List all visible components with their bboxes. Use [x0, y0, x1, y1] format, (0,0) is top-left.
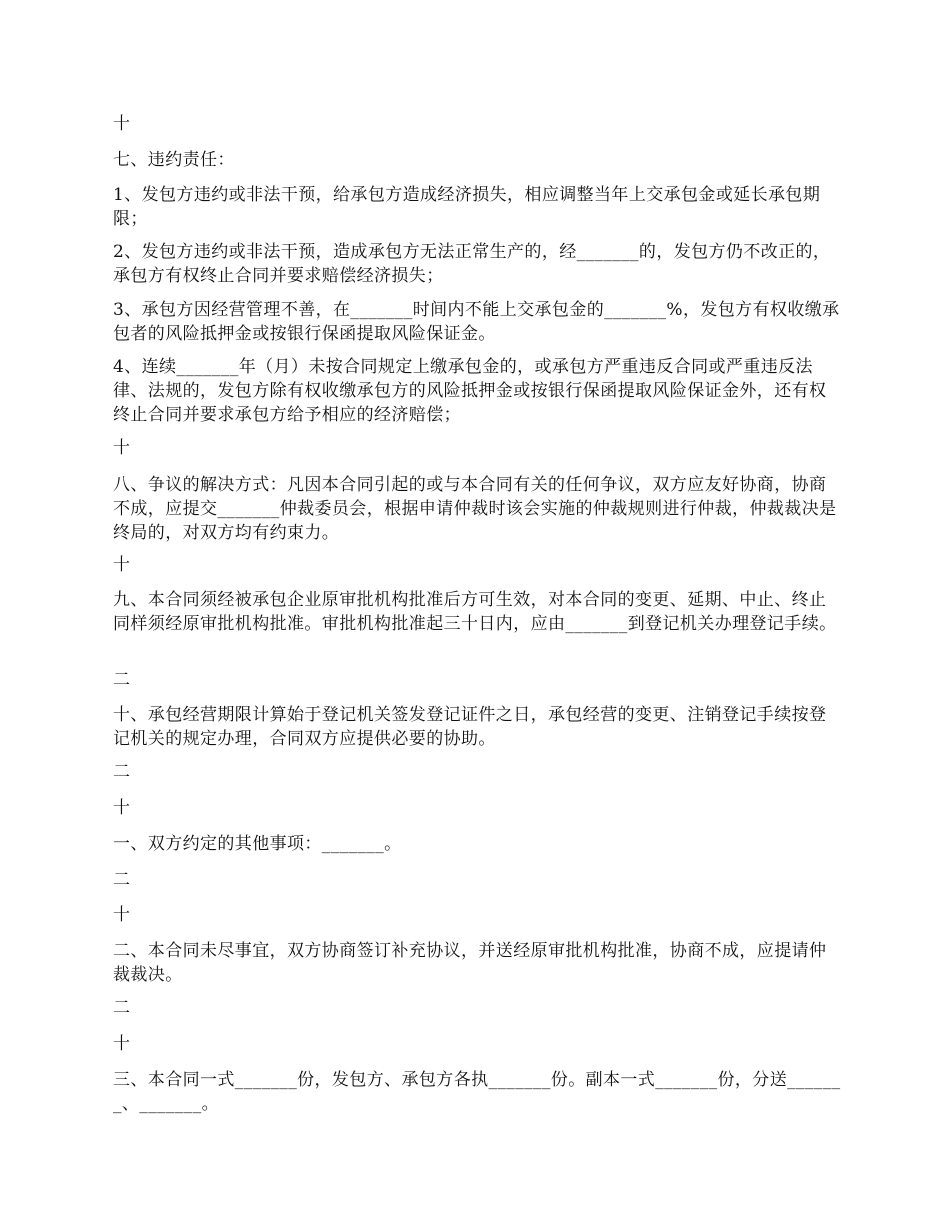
clause-8-dispute: 八、争议的解决方式：凡因本合同引起的或与本合同有关的任何争议，双方应友好协商，协商不成，应提交_______仲裁委员会，根据申请仲裁时该会实施的仲裁规则进行仲裁，仲裁裁决是终局的，对双方均有约束力。 — [113, 475, 837, 543]
clause-7-1: 1、发包方违约或非法干预，给承包方造成经济损失，相应调整当年上交承包金或延长承包期限； — [113, 185, 821, 229]
section-marker: 十 — [113, 555, 131, 575]
clause-12-supplement: 二、本合同未尽事宜，双方协商签订补充协议，并送经原审批机构批准，协商不成，应提请仲裁裁决。 — [113, 941, 827, 985]
clause-11-other: 一、双方约定的其他事项：_______。 — [113, 834, 402, 854]
heading-breach-liability: 七、违约责任： — [113, 150, 235, 170]
clause-13-copies: 三、本合同一式_______份，发包方、承包方各执_______份。副本一式_______份，分送_______、_______。 — [113, 1070, 841, 1114]
section-marker: 二 — [113, 870, 131, 890]
clause-10-term: 十、承包经营期限计算始于登记机关签发登记证件之日，承包经营的变更、注销登记手续按登记机关的规定办理，合同双方应提供必要的协助。 — [113, 705, 827, 749]
section-marker: 二 — [113, 670, 131, 690]
section-marker: 十 — [113, 798, 131, 818]
section-marker: 十 — [113, 905, 131, 925]
clause-7-4: 4、连续_______年（月）未按合同规定上缴承包金的，或承包方严重违反合同或严重违反法律、法规的，发包方除有权收缴承包方的风险抵押金或按银行保函提取风险保证金外，还有权终止合同并要求承包方给予相应的经济赔偿； — [113, 357, 827, 425]
section-marker: 十 — [113, 1034, 131, 1054]
clause-9-approval: 九、本合同须经被承包企业原审批机构批准后方可生效，对本合同的变更、延期、中止、终止同样须经原审批机构批准。审批机构批准起三十日内，应由_______到登记机关办理登记手续。 — [113, 590, 837, 634]
section-marker: 十 — [113, 438, 131, 458]
clause-7-3: 3、承包方因经营管理不善，在_______时间内不能上交承包金的_______%，发包方有权收缴承包者的风险抵押金或按银行保函提取风险保证金。 — [113, 300, 840, 344]
clause-7-2: 2、发包方违约或非法干预，造成承包方无法正常生产的，经_______的，发包方仍不改正的，承包方有权终止合同并要求赔偿经济损失； — [113, 242, 831, 286]
section-marker: 二 — [113, 762, 131, 782]
section-marker: 二 — [113, 998, 131, 1018]
section-marker: 十 — [113, 114, 131, 134]
